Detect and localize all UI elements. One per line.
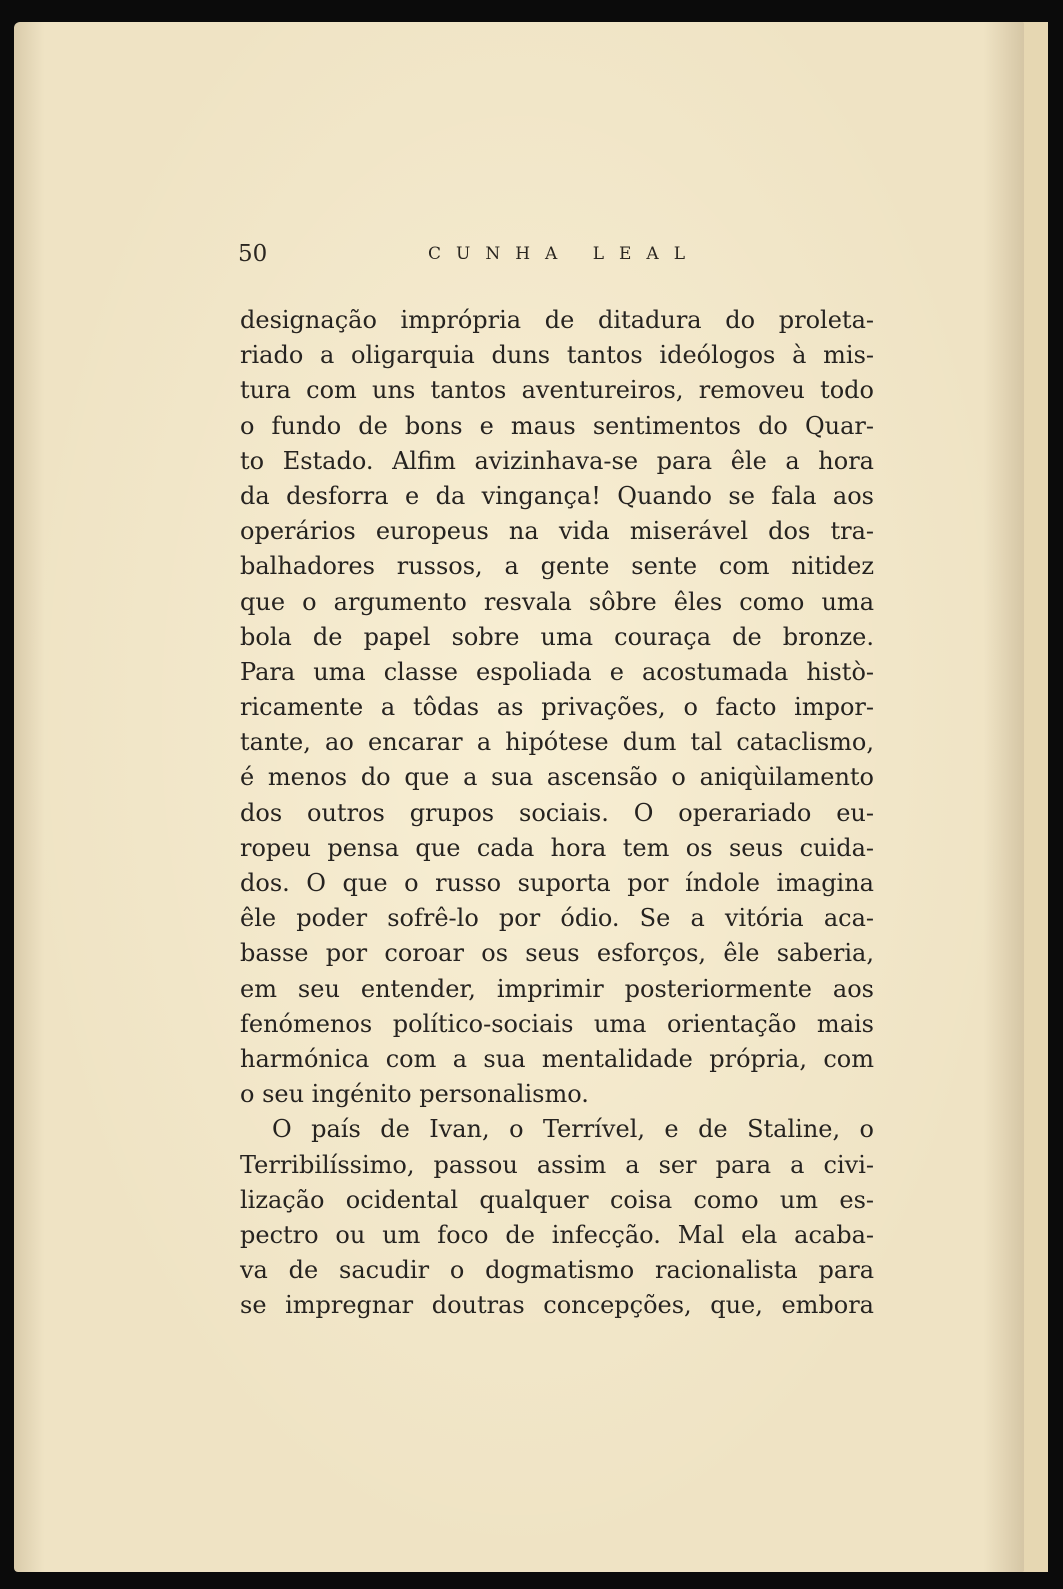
text-line: que o argumento resvala sôbre êles como uma: [240, 587, 874, 616]
text-line: ricamente a tôdas as privações, o facto impor-: [240, 693, 874, 722]
text-line: lização ocidental qualquer coisa como um es-: [240, 1185, 874, 1214]
text-line: em seu entender, imprimir posteriormente aos: [240, 974, 874, 1003]
text-line: se impregnar doutras concepções, que, embora: [240, 1291, 874, 1320]
text-line: tante, ao encarar a hipótese dum tal cataclismo,: [240, 728, 874, 757]
text-line: riado a oligarquia duns tantos ideólogos à mis-: [240, 341, 874, 370]
text-line: to Estado. Alfim avizinhava-se para êle a hora: [240, 446, 874, 475]
text-line: designação imprópria de ditadura do proleta-: [240, 306, 874, 334]
text-line: Terribilíssimo, passou assim a ser para a civi-: [240, 1150, 874, 1179]
running-head: [238, 236, 888, 272]
text-line: basse por coroar os seus esforços, êle saberia,: [240, 939, 874, 968]
text-line: operários europeus na vida miserável dos tra-: [240, 517, 874, 546]
text-line: harmónica com a sua mentalidade própria, com: [240, 1044, 874, 1073]
text-line: o seu ingénito personalismo.: [240, 1080, 589, 1109]
running-title: CUNHA LEAL: [428, 244, 700, 264]
text-line: dos outros grupos sociais. O operariado eu-: [240, 798, 874, 827]
text-line: é menos do que a sua ascensão o aniqùilamento: [240, 763, 874, 792]
text-line: balhadores russos, a gente sente com nitidez: [240, 552, 874, 581]
text-line: da desforra e da vingança! Quando se fala aos: [240, 481, 874, 510]
body-text: [240, 303, 874, 1323]
text-line: ropeu pensa que cada hora tem os seus cuida-: [240, 833, 874, 862]
text-line: pectro ou um foco de infecção. Mal ela acaba-: [240, 1220, 874, 1249]
text-line: tura com uns tantos aventureiros, removeu todo: [240, 376, 874, 405]
text-line: Para uma classe espoliada e acostumada histò-: [240, 657, 874, 686]
text-line: o fundo de bons e maus sentimentos do Quar-: [240, 411, 874, 440]
text-line: O país de Ivan, o Terrível, e de Staline, o: [272, 1115, 874, 1144]
text-line: fenómenos político-sociais uma orientação mais: [240, 1009, 874, 1038]
text-line: va de sacudir o dogmatismo racionalista para: [240, 1256, 874, 1285]
text-line: bola de papel sobre uma couraça de bronze.: [240, 622, 874, 651]
text-line: êle poder sofrê-lo por ódio. Se a vitória aca-: [240, 904, 874, 933]
page-number: 50: [238, 241, 268, 267]
text-line: dos. O que o russo suporta por índole imagina: [240, 869, 874, 897]
